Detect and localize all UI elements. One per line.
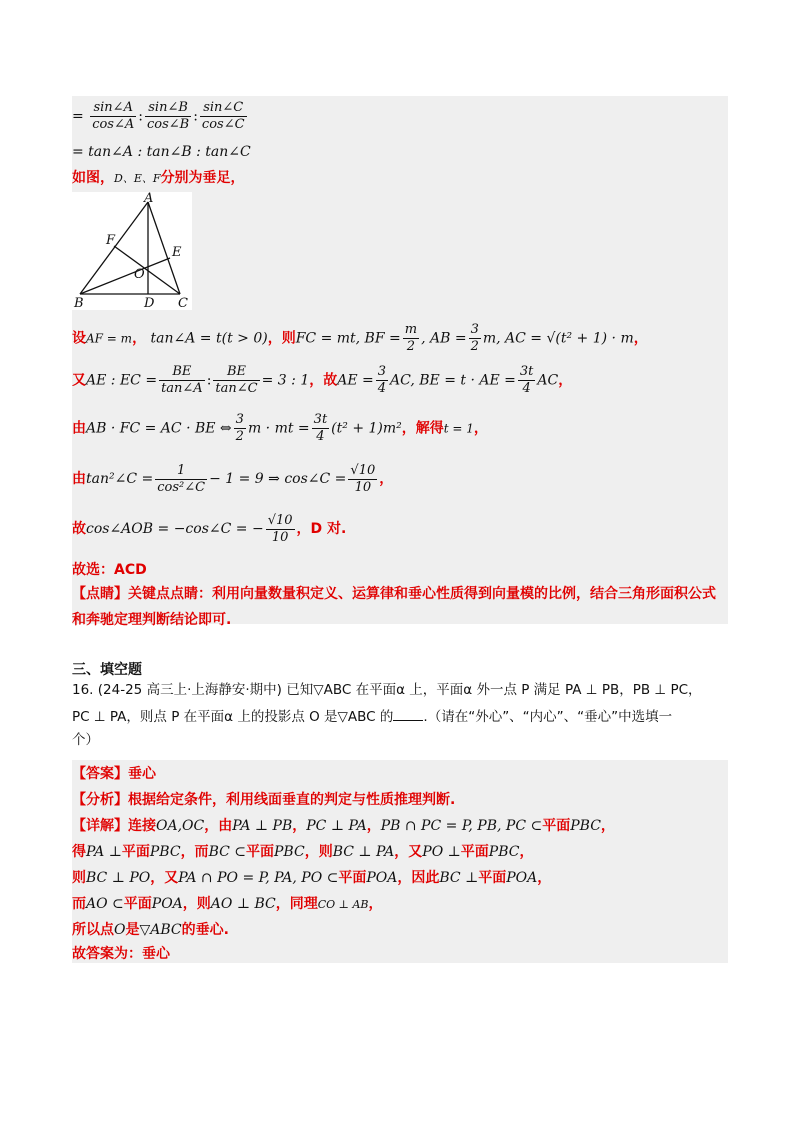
detail-line-5: 所以点O是▽ABC的垂心. [72,922,229,938]
equation-tan-ratio: = tan∠A : tan∠B : tan∠C [72,144,251,160]
detail-line-1: 【详解】连接OA,OC，由PA ⊥ PB，PC ⊥ PA，PB ∩ PC = P, PB, PC ⊂平面PBC， [72,818,615,834]
section-heading: 三、填空题 [72,662,142,678]
label-d: D [144,296,155,310]
triangle-orthocenter-figure [72,192,192,310]
detail-line-3: 则BC ⊥ PO，又PA ∩ PO = P, PA, PO ⊂平面POA，因此BC ⊥平面POA， [72,870,552,886]
figure-intro: 如图，D、E、F分别为垂足， [72,170,245,186]
line-solve-t: 由AB · FC = AC · BE ⇔ $\frac{3}{2}$ m · mt = $\frac{3t}{4}$ (t² + 1)m²，解得t = 1， [72,412,488,444]
label-o: O [134,267,145,282]
line-cos-aob: 故cos∠AOB = −cos∠C = − $\frac{√10}{10}$ ，D 对. [72,512,347,545]
comment-line-1: 【点睛】关键点点睛：利用向量数量积定义、运算律和垂心性质得到向量模的比例，结合三角形面积公式 [72,586,716,602]
line-tan-cos: 由tan²∠C = $\frac{1}{\text{cos²∠C}}$ − 1 = 9 ⇒ cos∠C = $\frac{√10}{10}$ ， [72,462,394,495]
comment-line-2: 和奔驰定理判断结论即可. [72,612,232,628]
line-set-variables: 设AF = m， tan∠A = t(t > 0)，则FC = mt, BF = $\frac{m}{2}$ , AB = $\frac{3}{2}$ m, AC = √(t² + 1) · m， [72,322,648,354]
label-c: C [178,296,188,310]
label-e: E [172,245,182,260]
question-line-2: PC ⊥ PA，则点 P 在平面α 上的投影点 O 是▽ABC 的 .（请在“外心”、“内心”、“垂心”中选填一 [72,706,672,727]
label-a: A [144,192,154,206]
question-line-3: 个） [72,732,99,748]
final-answer: 故答案为：垂心 [72,946,170,962]
label-f: F [106,233,116,248]
answer-choice: 故选：ACD [72,562,147,578]
label-b: B [74,296,84,310]
detail-line-4: 而AO ⊂平面POA，则AO ⊥ BC，同理CO ⊥ AB， [72,896,383,912]
analysis-line: 【分析】根据给定条件，利用线面垂直的判定与性质推理判断. [72,792,456,808]
line-ratio: 又AE : EC = $\frac{BE}{\tan\angle A}$ : $\frac{BE}{\tan\angle C}$ = 3 : 1，故AE = $\frac{3}{4}$ AC, BE = t · AE = $\frac{3t}{4}$ AC， [72,364,573,396]
answer-blank[interactable] [393,706,423,721]
question-line-1: 16. (24-25 高三上·上海静安·期中) 已知▽ABC 在平面α 上，平面α 外一点 P 满足 PA ⊥ PB，PB ⊥ PC， [72,682,702,698]
detail-line-2: 得PA ⊥平面PBC，而BC ⊂平面PBC，则BC ⊥ PA，又PO ⊥平面PBC， [72,844,534,860]
answer-tag: 【答案】垂心 [72,766,156,782]
equation-ratio-sin-cos: = $\frac{\sin\angle A}{\cos\angle A}$ : $\frac{\sin\angle B}{\cos\angle B}$ : $\frac{\sin\angle C}{\cos\angle C}$ [72,100,245,132]
